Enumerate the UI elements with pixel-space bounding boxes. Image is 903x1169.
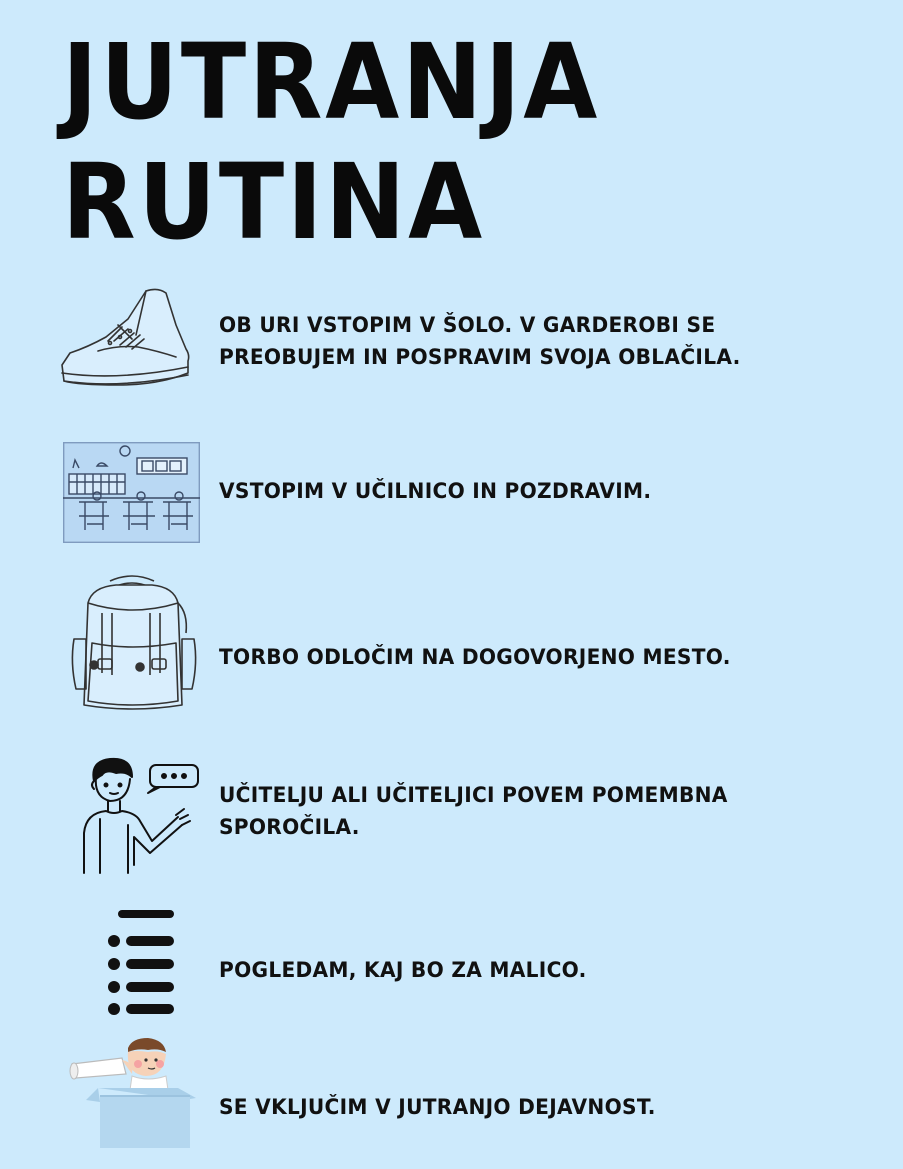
child-telescope-icon [68,1038,198,1150]
backpack-icon [66,573,201,715]
step-1-text: OB URI VSTOPIM V ŠOLO. V GARDEROBI SE PREOBUJEM IN POSPRAVIM SVOJA OBLAČILA. [219,313,741,369]
step-2-text: VSTOPIM V UČILNICO IN POZDRAVIM. [219,479,652,503]
step-6-text: SE VKLJUČIM V JUTRANJO DEJAVNOST. [219,1095,656,1119]
sneaker-icon [58,285,193,393]
step-3-text: TORBO ODLOČIM NA DOGOVORJENO MESTO. [219,645,731,669]
classroom-icon [63,442,200,543]
list-icon [106,908,176,1018]
step-5-text: POGLEDAM, KAJ BO ZA MALICO. [219,958,587,982]
page-title-line-1: JUTRANJA [62,21,601,143]
page-title-line-2: RUTINA [62,141,485,263]
step-4-text: UČITELJU ALI UČITELJICI POVEM POMEMBNA SPOROČILA. [219,783,728,839]
student-speaking-icon [80,755,205,877]
